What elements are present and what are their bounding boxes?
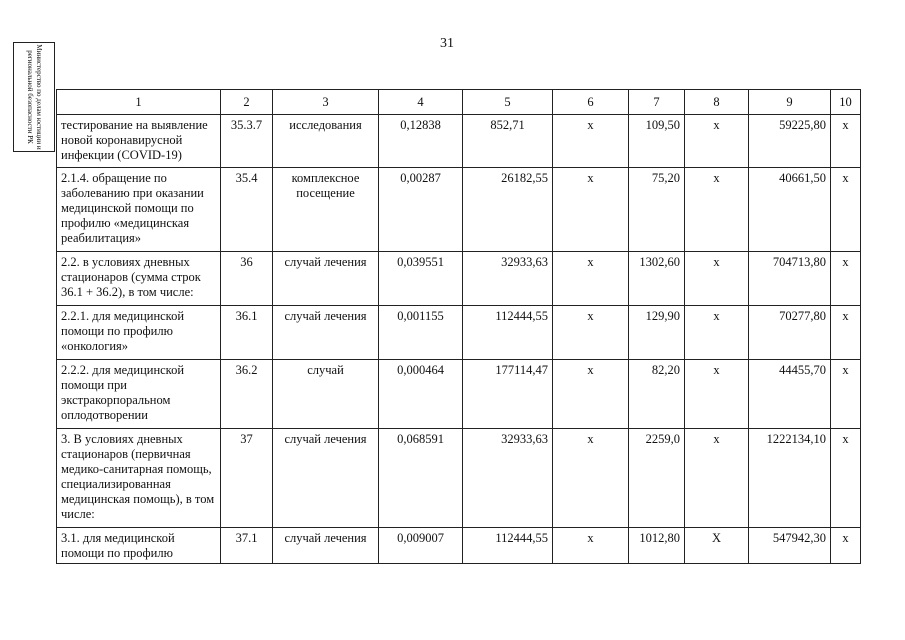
row-label: 3.1. для медицинской помощи по профилю <box>57 528 221 564</box>
value-cell: х <box>685 306 749 360</box>
value-cell: Х <box>685 528 749 564</box>
value-cell: 852,71 <box>463 115 553 168</box>
table-row <box>57 252 861 306</box>
value-cell: х <box>553 429 629 528</box>
value-cell: 40661,50 <box>749 168 831 252</box>
value-cell: 0,068591 <box>379 429 463 528</box>
row-label: тестирование на выявление новой коронавирусной инфекции (COVID-19) <box>57 115 221 168</box>
value-cell: х <box>831 528 861 564</box>
value-cell: 59225,80 <box>749 115 831 168</box>
row-label: 2.2.2. для медицинской помощи при экстракорпоральном оплодотворении <box>57 360 221 429</box>
value-cell: 32933,63 <box>463 429 553 528</box>
value-cell: 0,009007 <box>379 528 463 564</box>
value-cell: х <box>831 306 861 360</box>
page-number: 31 <box>440 36 454 51</box>
value-cell: х <box>685 168 749 252</box>
data-table <box>56 89 861 564</box>
value-cell: 1222134,10 <box>749 429 831 528</box>
header-cell: 7 <box>629 90 685 115</box>
value-cell: 112444,55 <box>463 306 553 360</box>
row-label: 2.2.1. для медицинской помощи по профилю «онкология» <box>57 306 221 360</box>
unit-cell: случай лечения <box>273 429 379 528</box>
unit-cell: случай <box>273 360 379 429</box>
row-label: 2.2. в условиях дневных стационаров (сумма строк 36.1 + 36.2), в том числе: <box>57 252 221 306</box>
unit-cell: комплексное посещение <box>273 168 379 252</box>
row-code: 35.4 <box>221 168 273 252</box>
value-cell: х <box>685 360 749 429</box>
table-row <box>57 528 861 564</box>
table-row <box>57 360 861 429</box>
value-cell: 1012,80 <box>629 528 685 564</box>
row-code: 37.1 <box>221 528 273 564</box>
value-cell: 547942,30 <box>749 528 831 564</box>
value-cell: х <box>831 429 861 528</box>
value-cell: 177114,47 <box>463 360 553 429</box>
value-cell: 82,20 <box>629 360 685 429</box>
value-cell: х <box>553 115 629 168</box>
row-code: 36.2 <box>221 360 273 429</box>
row-label: 2.1.4. обращение по заболеванию при оказании медицинской помощи по профилю «медицинская реабилитация» <box>57 168 221 252</box>
header-cell: 5 <box>463 90 553 115</box>
header-cell: 10 <box>831 90 861 115</box>
value-cell: х <box>685 252 749 306</box>
value-cell: 26182,55 <box>463 168 553 252</box>
unit-cell: случай лечения <box>273 252 379 306</box>
value-cell: 0,12838 <box>379 115 463 168</box>
header-cell: 1 <box>57 90 221 115</box>
table-row <box>57 168 861 252</box>
registration-stamp <box>13 42 55 152</box>
value-cell: 109,50 <box>629 115 685 168</box>
header-cell: 9 <box>749 90 831 115</box>
header-cell: 4 <box>379 90 463 115</box>
value-cell: 0,00287 <box>379 168 463 252</box>
value-cell: 129,90 <box>629 306 685 360</box>
value-cell: 704713,80 <box>749 252 831 306</box>
value-cell: х <box>831 360 861 429</box>
table-row <box>57 429 861 528</box>
value-cell: х <box>831 115 861 168</box>
header-cell: 8 <box>685 90 749 115</box>
value-cell: 0,000464 <box>379 360 463 429</box>
value-cell: х <box>553 168 629 252</box>
value-cell: 0,001155 <box>379 306 463 360</box>
stamp-text: Министерство по делам юстиции и региональной безопасности РК <box>26 44 43 150</box>
row-label: 3. В условиях дневных стационаров (первичная медико-санитарная помощь, специализированная медицинская помощь), в том числе: <box>57 429 221 528</box>
value-cell: 44455,70 <box>749 360 831 429</box>
unit-cell: случай лечения <box>273 306 379 360</box>
value-cell: х <box>831 252 861 306</box>
value-cell: х <box>553 360 629 429</box>
unit-cell: исследования <box>273 115 379 168</box>
row-code: 37 <box>221 429 273 528</box>
row-code: 36 <box>221 252 273 306</box>
value-cell: 70277,80 <box>749 306 831 360</box>
value-cell: 1302,60 <box>629 252 685 306</box>
value-cell: 2259,0 <box>629 429 685 528</box>
value-cell: х <box>553 306 629 360</box>
value-cell: х <box>553 528 629 564</box>
unit-cell: случай лечения <box>273 528 379 564</box>
header-cell: 2 <box>221 90 273 115</box>
table-row <box>57 115 861 168</box>
value-cell: 112444,55 <box>463 528 553 564</box>
row-code: 36.1 <box>221 306 273 360</box>
value-cell: х <box>831 168 861 252</box>
table-row <box>57 306 861 360</box>
value-cell: 32933,63 <box>463 252 553 306</box>
value-cell: 75,20 <box>629 168 685 252</box>
value-cell: 0,039551 <box>379 252 463 306</box>
header-cell: 3 <box>273 90 379 115</box>
header-row <box>57 90 861 115</box>
row-code: 35.3.7 <box>221 115 273 168</box>
value-cell: х <box>685 115 749 168</box>
value-cell: х <box>685 429 749 528</box>
value-cell: х <box>553 252 629 306</box>
header-cell: 6 <box>553 90 629 115</box>
